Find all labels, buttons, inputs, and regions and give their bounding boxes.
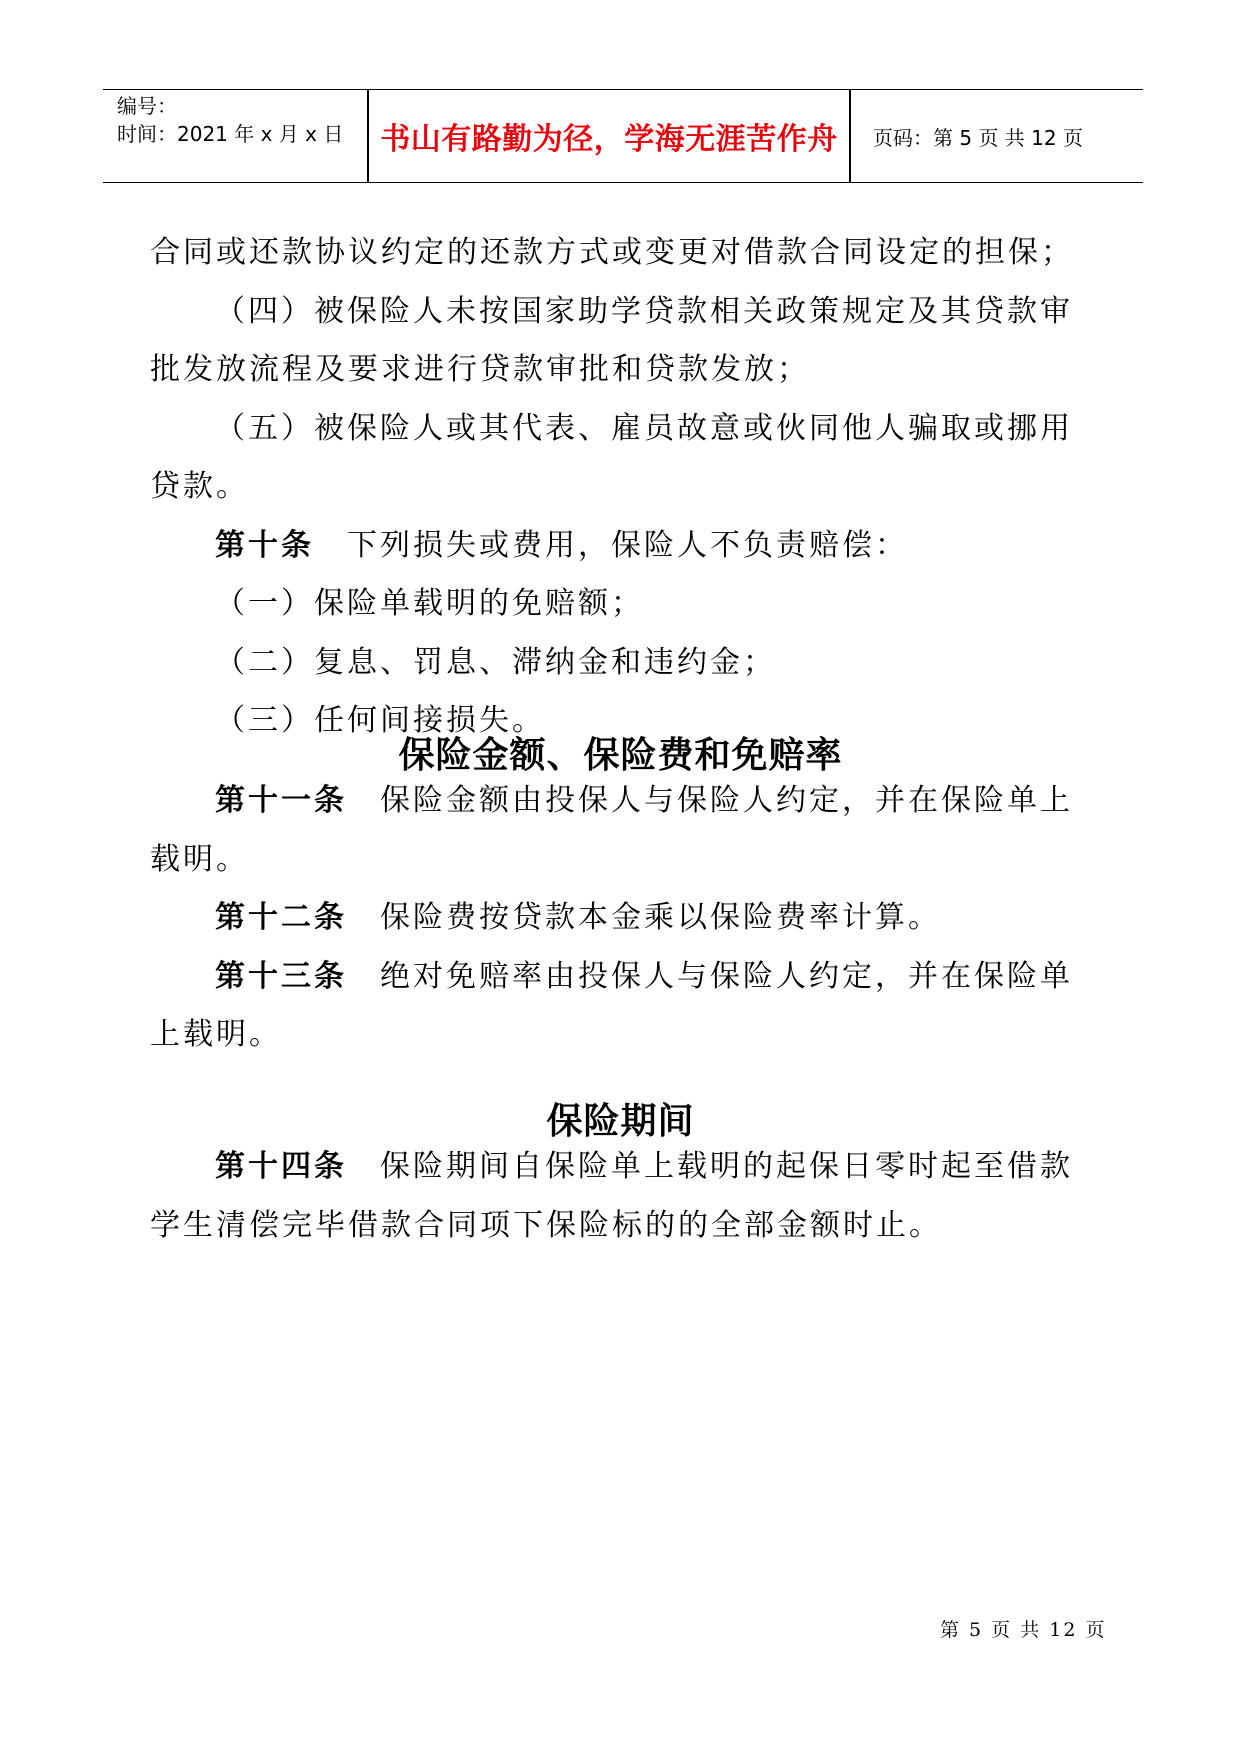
section-heading-amount: 保险金额、保险费和免赔率 bbox=[398, 734, 843, 776]
page-footer-number: 第 5 页 共 12 页 bbox=[940, 1619, 1107, 1641]
article-thirteen-line-2: 上载明。 bbox=[150, 1017, 282, 1052]
article-ten bbox=[150, 517, 1100, 576]
article-eleven-title: 第十一条 bbox=[215, 783, 347, 818]
header-divider-right bbox=[849, 90, 851, 182]
section-amount-body bbox=[150, 772, 1100, 1065]
document-body bbox=[150, 224, 1100, 751]
article-eleven-text: 保险金额由投保人与保险人约定，并在保险单上 bbox=[380, 783, 1073, 818]
header-meta bbox=[117, 92, 367, 180]
item-four-line-1: （四）被保险人未按国家助学贷款相关政策规定及其贷款审 bbox=[215, 293, 1073, 329]
article-fourteen-line-2: 学生清偿完毕借款合同项下保险标的的全部金额时止。 bbox=[150, 1207, 942, 1243]
item-five-line-1: （五）被保险人或其代表、雇员故意或伙同他人骗取或挪用 bbox=[215, 410, 1073, 446]
section-period-body bbox=[150, 1138, 1100, 1255]
paragraph-line: 合同或还款协议约定的还款方式或变更对借款合同设定的担保； bbox=[150, 235, 1074, 270]
article-ten-text: 下列损失或费用，保险人不负责赔偿： bbox=[347, 527, 908, 563]
section-heading-period: 保险期间 bbox=[546, 1100, 695, 1142]
article-fourteen-line-1 bbox=[150, 1138, 1100, 1197]
article-ten-title: 第十条 bbox=[215, 527, 314, 563]
article-ten-item-3: （三）任何间接损失。 bbox=[215, 703, 545, 738]
article-thirteen-text: 绝对免赔率由投保人与保险人约定，并在保险单 bbox=[380, 958, 1073, 994]
article-thirteen-line-1 bbox=[150, 948, 1100, 1007]
document-number-label: 编号： bbox=[117, 94, 177, 118]
article-twelve bbox=[150, 889, 1100, 948]
document-header bbox=[103, 89, 1143, 183]
header-motto: 书山有路勤为径，学海无涯苦作舟 bbox=[380, 122, 838, 157]
article-twelve-text: 保险费按贷款本金乘以保险费率计算。 bbox=[380, 900, 941, 935]
article-fourteen-text: 保险期间自保险单上载明的起保日零时起至借款 bbox=[380, 1149, 1073, 1184]
article-eleven-line-1 bbox=[150, 772, 1100, 831]
article-fourteen-title: 第十四条 bbox=[215, 1149, 347, 1184]
item-four-line-2: 批发放流程及要求进行贷款审批和贷款发放； bbox=[150, 352, 810, 387]
article-twelve-title: 第十二条 bbox=[215, 900, 347, 935]
article-thirteen-title: 第十三条 bbox=[215, 958, 347, 994]
header-page-code: 页码：第 5 页 共 12 页 bbox=[873, 125, 1083, 150]
article-eleven-line-2: 载明。 bbox=[150, 841, 249, 877]
item-five-line-2: 贷款。 bbox=[150, 469, 249, 504]
article-ten-item-2: （二）复息、罚息、滞纳金和违约金； bbox=[215, 644, 776, 680]
document-time-label: 时间：2021 年 x 月 x 日 bbox=[117, 122, 344, 146]
article-ten-item-1: （一）保险单载明的免赔额； bbox=[215, 586, 644, 621]
